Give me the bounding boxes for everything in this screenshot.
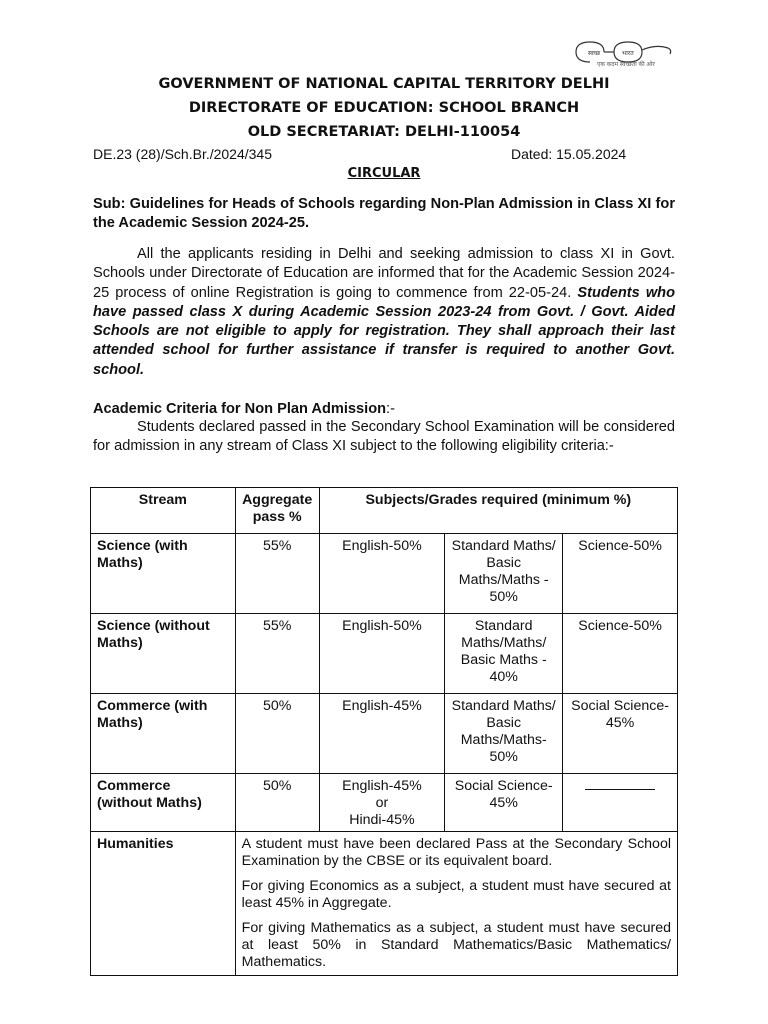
subject-cell: English-45%	[319, 694, 445, 774]
subject-cell: Science-50%	[563, 534, 678, 614]
table-row	[91, 694, 678, 774]
header-stream: Stream	[91, 488, 236, 534]
header-aggregate: Aggregate pass %	[235, 488, 319, 534]
stream-cell: Commerce (without Maths)	[91, 774, 236, 832]
criteria-heading-suffix: :-	[386, 401, 395, 417]
humanities-criterion: For giving Mathematics as a subject, a student must have secured at least 50% in Standard Mathematics/Basic Mathematics/ Mathematics.	[241, 920, 671, 970]
subject-cell: Standard Maths/ Basic Maths/Maths- 50%	[445, 694, 563, 774]
criteria-heading-text: Academic Criteria for Non Plan Admission	[93, 401, 387, 417]
subject-cell: Standard Maths/ Basic Maths/Maths - 50%	[445, 534, 563, 614]
subject-cell: Social Science-45%	[563, 694, 678, 774]
subject-cell-blank	[563, 774, 678, 832]
stream-cell: Science (without Maths)	[91, 614, 236, 694]
subject-cell: Standard Maths/Maths/ Basic Maths - 40%	[445, 614, 563, 694]
stream-cell: Science (with Maths)	[91, 534, 236, 614]
intro-text: All the applicants residing in Delhi and seeking admission to class XI in Govt. Schools under Directorate of Education are informed that for the Academic Session 2024-25 process of online Registration is going to commence from 22-05-24.	[93, 246, 675, 301]
table-header-row	[91, 488, 678, 534]
logo-text-right: भारत	[622, 50, 634, 57]
header-address: OLD SECRETARIAT: DELHI-110054	[247, 124, 521, 140]
subject-option-separator: or	[375, 795, 389, 811]
subject-line: Sub: Guidelines for Heads of Schools regarding Non-Plan Admission in Class XI for the Academic Session 2024-25.	[93, 196, 675, 232]
logo-tagline: एक कदम स्वच्छता की ओर	[597, 62, 655, 68]
subject-cell: Science-50%	[563, 614, 678, 694]
criteria-heading	[93, 400, 675, 419]
header-directorate: DIRECTORATE OF EDUCATION: SCHOOL BRANCH	[188, 100, 580, 116]
aggregate-cell: 50%	[235, 774, 319, 832]
subject-cell	[319, 774, 445, 832]
subject-option: Hindi-45%	[349, 812, 415, 828]
header-government: GOVERNMENT OF NATIONAL CAPITAL TERRITORY DELHI	[158, 76, 610, 92]
humanities-criterion: For giving Economics as a subject, a student must have secured at least 45% in Aggregate.	[241, 878, 671, 911]
header-subjects: Subjects/Grades required (minimum %)	[319, 488, 677, 534]
circular-title: CIRCULAR	[347, 166, 421, 181]
swachh-bharat-logo	[572, 38, 676, 68]
criteria-paragraph: Students declared passed in the Secondary School Examination will be considered for admission in any stream of Class XI subject to the following eligibility criteria:-	[93, 419, 675, 455]
subject-cell: Social Science-45%	[445, 774, 563, 832]
logo-text-left: स्वच्छ	[588, 50, 601, 57]
subject-cell: English-50%	[319, 614, 445, 694]
intro-paragraph	[93, 245, 675, 380]
blank-line	[585, 781, 655, 790]
eligibility-table	[90, 487, 678, 976]
table-row-humanities	[91, 832, 678, 976]
aggregate-cell: 55%	[235, 614, 319, 694]
date: Dated: 15.05.2024	[511, 146, 627, 162]
table-row	[91, 614, 678, 694]
subject-cell: English-50%	[319, 534, 445, 614]
table-row	[91, 534, 678, 614]
aggregate-cell: 55%	[235, 534, 319, 614]
reference-number: DE.23 (28)/Sch.Br./2024/345	[93, 146, 272, 162]
table-row	[91, 774, 678, 832]
intro-emphasis: Students who have passed class X during Academic Session 2023-24 from Govt. / Govt. Aided Schools are not eligible to apply for registration. They shall approach their last attended school for further assistance if transfer is required to another Govt. school.	[93, 284, 676, 378]
stream-cell: Humanities	[91, 832, 236, 976]
subject-option: English-45%	[342, 778, 422, 794]
humanities-criteria	[235, 832, 677, 976]
humanities-criterion: A student must have been declared Pass at the Secondary School Examination by the CBSE or its equivalent board.	[241, 836, 671, 869]
stream-cell: Commerce (with Maths)	[91, 694, 236, 774]
aggregate-cell: 50%	[235, 694, 319, 774]
